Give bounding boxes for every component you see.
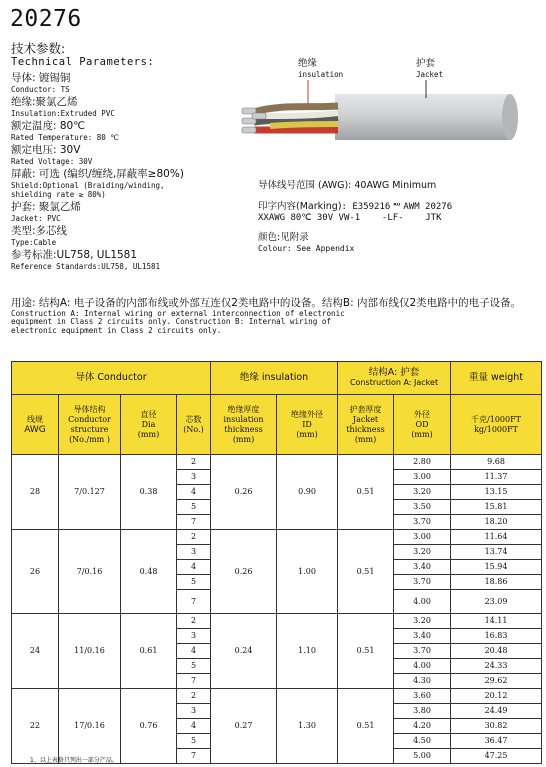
param-item xyxy=(11,96,271,118)
cell-jacket-thickness: 0.51 xyxy=(338,689,394,764)
col-ins-thickness-en1: insulation xyxy=(223,414,264,424)
cell-dia: 0.48 xyxy=(121,530,177,614)
cell-cores: 3 xyxy=(177,545,211,560)
cell-od: 4.50 xyxy=(394,734,451,749)
cell-cores: 2 xyxy=(177,530,211,545)
col-dia-cn: 直径 xyxy=(140,409,157,419)
param-item xyxy=(11,144,271,166)
cell-id: 1.10 xyxy=(277,614,338,689)
col-structure-en3: (No./mm ) xyxy=(69,434,110,444)
cell-weight: 15.81 xyxy=(451,500,542,515)
cell-awg: 28 xyxy=(12,455,59,530)
cell-od: 4.30 xyxy=(394,674,451,689)
cell-weight: 9.68 xyxy=(451,455,542,470)
cell-cores: 5 xyxy=(177,575,211,590)
cell-od: 3.40 xyxy=(394,560,451,575)
header-insulation: 绝缘 insulation xyxy=(211,362,338,395)
cell-od: 3.40 xyxy=(394,629,451,644)
param-item xyxy=(11,225,271,247)
table-row xyxy=(12,455,542,470)
cell-weight: 23.09 xyxy=(451,590,542,614)
col-cores-en: (No.) xyxy=(183,424,204,434)
col-id-en: ID xyxy=(302,419,312,429)
colour-cn: 颜色:见附录 xyxy=(258,232,309,243)
usage-en-1: Construction A: Internal wiring or external interconnection of electronic xyxy=(11,308,345,318)
usage-section xyxy=(11,297,539,336)
cell-cores: 3 xyxy=(177,704,211,719)
col-id-cn: 绝缘外径 xyxy=(291,409,324,419)
col-id-unit: (mm) xyxy=(296,429,318,439)
cable-wires xyxy=(254,106,338,130)
usage-en-3: electronic equipment in Class 2 circuits only. xyxy=(11,325,222,335)
param-list xyxy=(11,72,271,271)
header-weight: 重量 weight xyxy=(451,362,542,395)
col-ins-thickness-unit: (mm) xyxy=(232,434,255,444)
cell-weight: 36.47 xyxy=(451,734,542,749)
cell-ins-thickness: 0.26 xyxy=(211,455,277,530)
cell-jacket-thickness: 0.51 xyxy=(338,530,394,614)
cell-awg: 26 xyxy=(12,530,59,614)
col-od-en: OD xyxy=(415,419,429,429)
cell-cores: 3 xyxy=(177,629,211,644)
cell-weight: 20.12 xyxy=(451,689,542,704)
param-en-cont: shielding rate ≥ 80%) xyxy=(11,190,106,199)
insulation-label-cn: 绝缘 xyxy=(298,58,318,69)
param-en: Jacket: PVC xyxy=(11,214,61,223)
cell-cores: 2 xyxy=(177,689,211,704)
cell-od: 5.00 xyxy=(394,749,451,764)
param-item xyxy=(11,201,271,223)
cell-weight: 13.74 xyxy=(451,545,542,560)
cell-od: 4.00 xyxy=(394,590,451,614)
marking-awm: AWM 20276 xyxy=(403,202,453,212)
col-structure-en2: structure xyxy=(70,424,109,434)
col-dia-en: Dia xyxy=(141,419,156,429)
cell-cores: 5 xyxy=(177,500,211,515)
param-cn: 类型:多芯线 xyxy=(11,225,68,237)
col-awg-cn: 线规 xyxy=(27,414,43,424)
colour-en: Colour: See Appendix xyxy=(258,244,355,253)
cell-od: 2.80 xyxy=(394,455,451,470)
col-awg xyxy=(12,395,59,455)
table-row xyxy=(12,689,542,704)
param-cn: 绝缘:聚氯乙烯 xyxy=(11,96,78,108)
insulation-label xyxy=(298,58,343,80)
col-ins-thickness xyxy=(211,395,277,455)
col-id xyxy=(277,395,338,455)
footnote: 1、以上表格只列出一部分产品。 xyxy=(30,757,118,764)
cell-id: 1.00 xyxy=(277,530,338,614)
cell-od: 3.00 xyxy=(394,530,451,545)
param-cn: 导体: 镀锡铜 xyxy=(11,72,71,84)
col-ins-thickness-cn: 绝缘厚度 xyxy=(227,404,260,414)
model-number: 20276 xyxy=(10,6,82,32)
cell-dia: 0.38 xyxy=(121,455,177,530)
cell-awg: 24 xyxy=(12,614,59,689)
cell-cores: 4 xyxy=(177,485,211,500)
param-cn: 屏蔽: 可选 (编织/缠绕,屏蔽率≥80%) xyxy=(11,168,184,180)
header-jacket xyxy=(338,362,451,395)
cell-weight: 11.37 xyxy=(451,470,542,485)
col-jacket-thickness-unit: (mm) xyxy=(354,434,377,444)
cell-weight: 16.83 xyxy=(451,629,542,644)
marking-code: : E359216 xyxy=(341,202,391,212)
cell-cores: 5 xyxy=(177,734,211,749)
cell-weight: 18.86 xyxy=(451,575,542,590)
col-weight xyxy=(451,395,542,455)
cell-weight: 30.82 xyxy=(451,719,542,734)
cell-dia: 0.61 xyxy=(121,614,177,689)
cell-cores: 7 xyxy=(177,515,211,530)
cell-weight: 47.25 xyxy=(451,749,542,764)
cell-od: 3.60 xyxy=(394,689,451,704)
cell-cores: 7 xyxy=(177,590,211,614)
cell-weight: 13.15 xyxy=(451,485,542,500)
cell-cores: 4 xyxy=(177,644,211,659)
cell-cores: 5 xyxy=(177,659,211,674)
cell-structure: 17/0.16 xyxy=(59,689,121,764)
jacket-label xyxy=(416,58,443,80)
table-row xyxy=(12,530,542,545)
cell-od: 3.50 xyxy=(394,500,451,515)
col-jacket-thickness-en2: thickness xyxy=(346,424,385,434)
cell-awg: 22 xyxy=(12,689,59,764)
param-en: Insulation:Extruded PVC xyxy=(11,109,115,118)
cell-cores: 2 xyxy=(177,614,211,629)
cell-weight: 18.20 xyxy=(451,515,542,530)
param-en: Shield:Optional (Braiding/winding, xyxy=(11,181,165,190)
cell-cores: 4 xyxy=(177,719,211,734)
col-structure xyxy=(59,395,121,455)
cell-weight: 11.64 xyxy=(451,530,542,545)
col-od-unit: (mm) xyxy=(411,429,433,439)
marking-label: 印字内容(Marking) xyxy=(258,201,342,212)
cell-od: 3.70 xyxy=(394,644,451,659)
param-en: Type:Cable xyxy=(11,238,57,247)
usage-cn: 用途: 结构A: 电子设备的内部布线或外部互连仅2类电路中的设备。结构B: 内部布线仅2类电路中的电子设备。 xyxy=(11,297,522,309)
header-conductor: 导体 Conductor xyxy=(12,362,211,395)
params-header-en: Technical Parameters: xyxy=(11,56,155,68)
cable-jacket xyxy=(335,94,518,140)
cell-od: 3.20 xyxy=(394,614,451,629)
cell-od: 4.00 xyxy=(394,659,451,674)
cell-od: 3.00 xyxy=(394,470,451,485)
cable-jacket-end xyxy=(502,94,518,140)
param-cn: 护套: 聚氯乙烯 xyxy=(11,201,81,213)
col-awg-en: AWG xyxy=(24,424,46,435)
param-en: Rated Voltage: 30V xyxy=(11,157,93,166)
param-item xyxy=(11,249,271,271)
cell-structure: 7/0.127 xyxy=(59,455,121,530)
param-cn: 额定电压: 30V xyxy=(11,144,81,156)
technical-parameters xyxy=(11,42,271,273)
cell-weight: 14.11 xyxy=(451,614,542,629)
marking-info xyxy=(258,180,540,254)
awg-range: 导体线号范围 (AWG): 40AWG Minimum xyxy=(258,180,437,191)
col-od-cn: 外径 xyxy=(414,409,431,419)
insulation-label-en: insulation xyxy=(298,70,344,79)
usage-en-2: equipment in Class 2 circuits only. Construction B: Internal wiring of xyxy=(11,317,332,327)
cell-ins-thickness: 0.26 xyxy=(211,530,277,614)
cell-weight: 29.62 xyxy=(451,674,542,689)
spec-table-body xyxy=(12,455,542,764)
cell-od: 3.20 xyxy=(394,545,451,560)
cell-weight: 20.48 xyxy=(451,644,542,659)
param-en: Conductor: TS xyxy=(11,85,70,94)
cell-od: 3.70 xyxy=(394,515,451,530)
cell-od: 4.20 xyxy=(394,719,451,734)
jacket-label-cn: 护套 xyxy=(416,58,436,69)
cell-cores: 4 xyxy=(177,560,211,575)
cable-drawing xyxy=(240,60,540,140)
marking-line-2: XXAWG 80℃ 30V VW-1 -LF- JTK xyxy=(258,213,442,223)
col-jacket-thickness-en1: Jacket xyxy=(352,414,379,424)
cell-structure: 7/0.16 xyxy=(59,530,121,614)
col-structure-en1: Conductor xyxy=(68,414,111,424)
cell-id: 1.30 xyxy=(277,689,338,764)
param-cn: 额定温度: 80℃ xyxy=(11,120,86,132)
param-en: Reference Standards:UL758, UL1581 xyxy=(11,262,161,271)
param-item xyxy=(11,120,271,142)
cell-od: 3.80 xyxy=(394,704,451,719)
param-item xyxy=(11,72,271,94)
col-dia xyxy=(121,395,177,455)
cell-od: 3.20 xyxy=(394,485,451,500)
col-ins-thickness-en2: thickness xyxy=(224,424,263,434)
header-jacket-en: Construction A: Jacket xyxy=(349,378,439,387)
spec-table xyxy=(11,361,542,764)
col-dia-unit: (mm) xyxy=(137,429,160,439)
cell-cores: 7 xyxy=(177,749,211,764)
col-od xyxy=(394,395,451,455)
cell-dia: 0.76 xyxy=(121,689,177,764)
param-item xyxy=(11,168,271,199)
col-jacket-thickness xyxy=(338,395,394,455)
cell-cores: 7 xyxy=(177,674,211,689)
cell-jacket-thickness: 0.51 xyxy=(338,614,394,689)
col-structure-cn: 导体结构 xyxy=(73,404,106,414)
table-row xyxy=(12,614,542,629)
cell-od: 3.70 xyxy=(394,575,451,590)
marking-line-1 xyxy=(258,201,540,213)
jacket-label-en: Jacket xyxy=(416,70,444,79)
col-jacket-thickness-cn: 护套厚度 xyxy=(349,404,382,414)
header-jacket-cn: 结构A: 护套 xyxy=(368,367,420,378)
cable-illustration xyxy=(240,60,540,140)
cell-ins-thickness: 0.27 xyxy=(211,689,277,764)
col-cores-cn: 芯数 xyxy=(185,414,202,424)
col-weight-1: 千克/1000FT xyxy=(471,414,521,424)
cell-cores: 2 xyxy=(177,455,211,470)
cell-cores: 3 xyxy=(177,470,211,485)
param-en: Rated Temperature: 80 ℃ xyxy=(11,133,119,142)
cell-ins-thickness: 0.24 xyxy=(211,614,277,689)
col-weight-2: kg/1000FT xyxy=(474,424,518,434)
col-cores xyxy=(177,395,211,455)
ul-recognized-mark: ᴿᵁ xyxy=(393,202,401,210)
cell-weight: 15.94 xyxy=(451,560,542,575)
cell-weight: 24.33 xyxy=(451,659,542,674)
param-cn: 参考标准:UL758, UL1581 xyxy=(11,249,138,261)
cell-structure: 11/0.16 xyxy=(59,614,121,689)
cell-weight: 24.49 xyxy=(451,704,542,719)
cell-id: 0.90 xyxy=(277,455,338,530)
params-header-cn: 技术参数: xyxy=(11,41,66,56)
cell-jacket-thickness: 0.51 xyxy=(338,455,394,530)
